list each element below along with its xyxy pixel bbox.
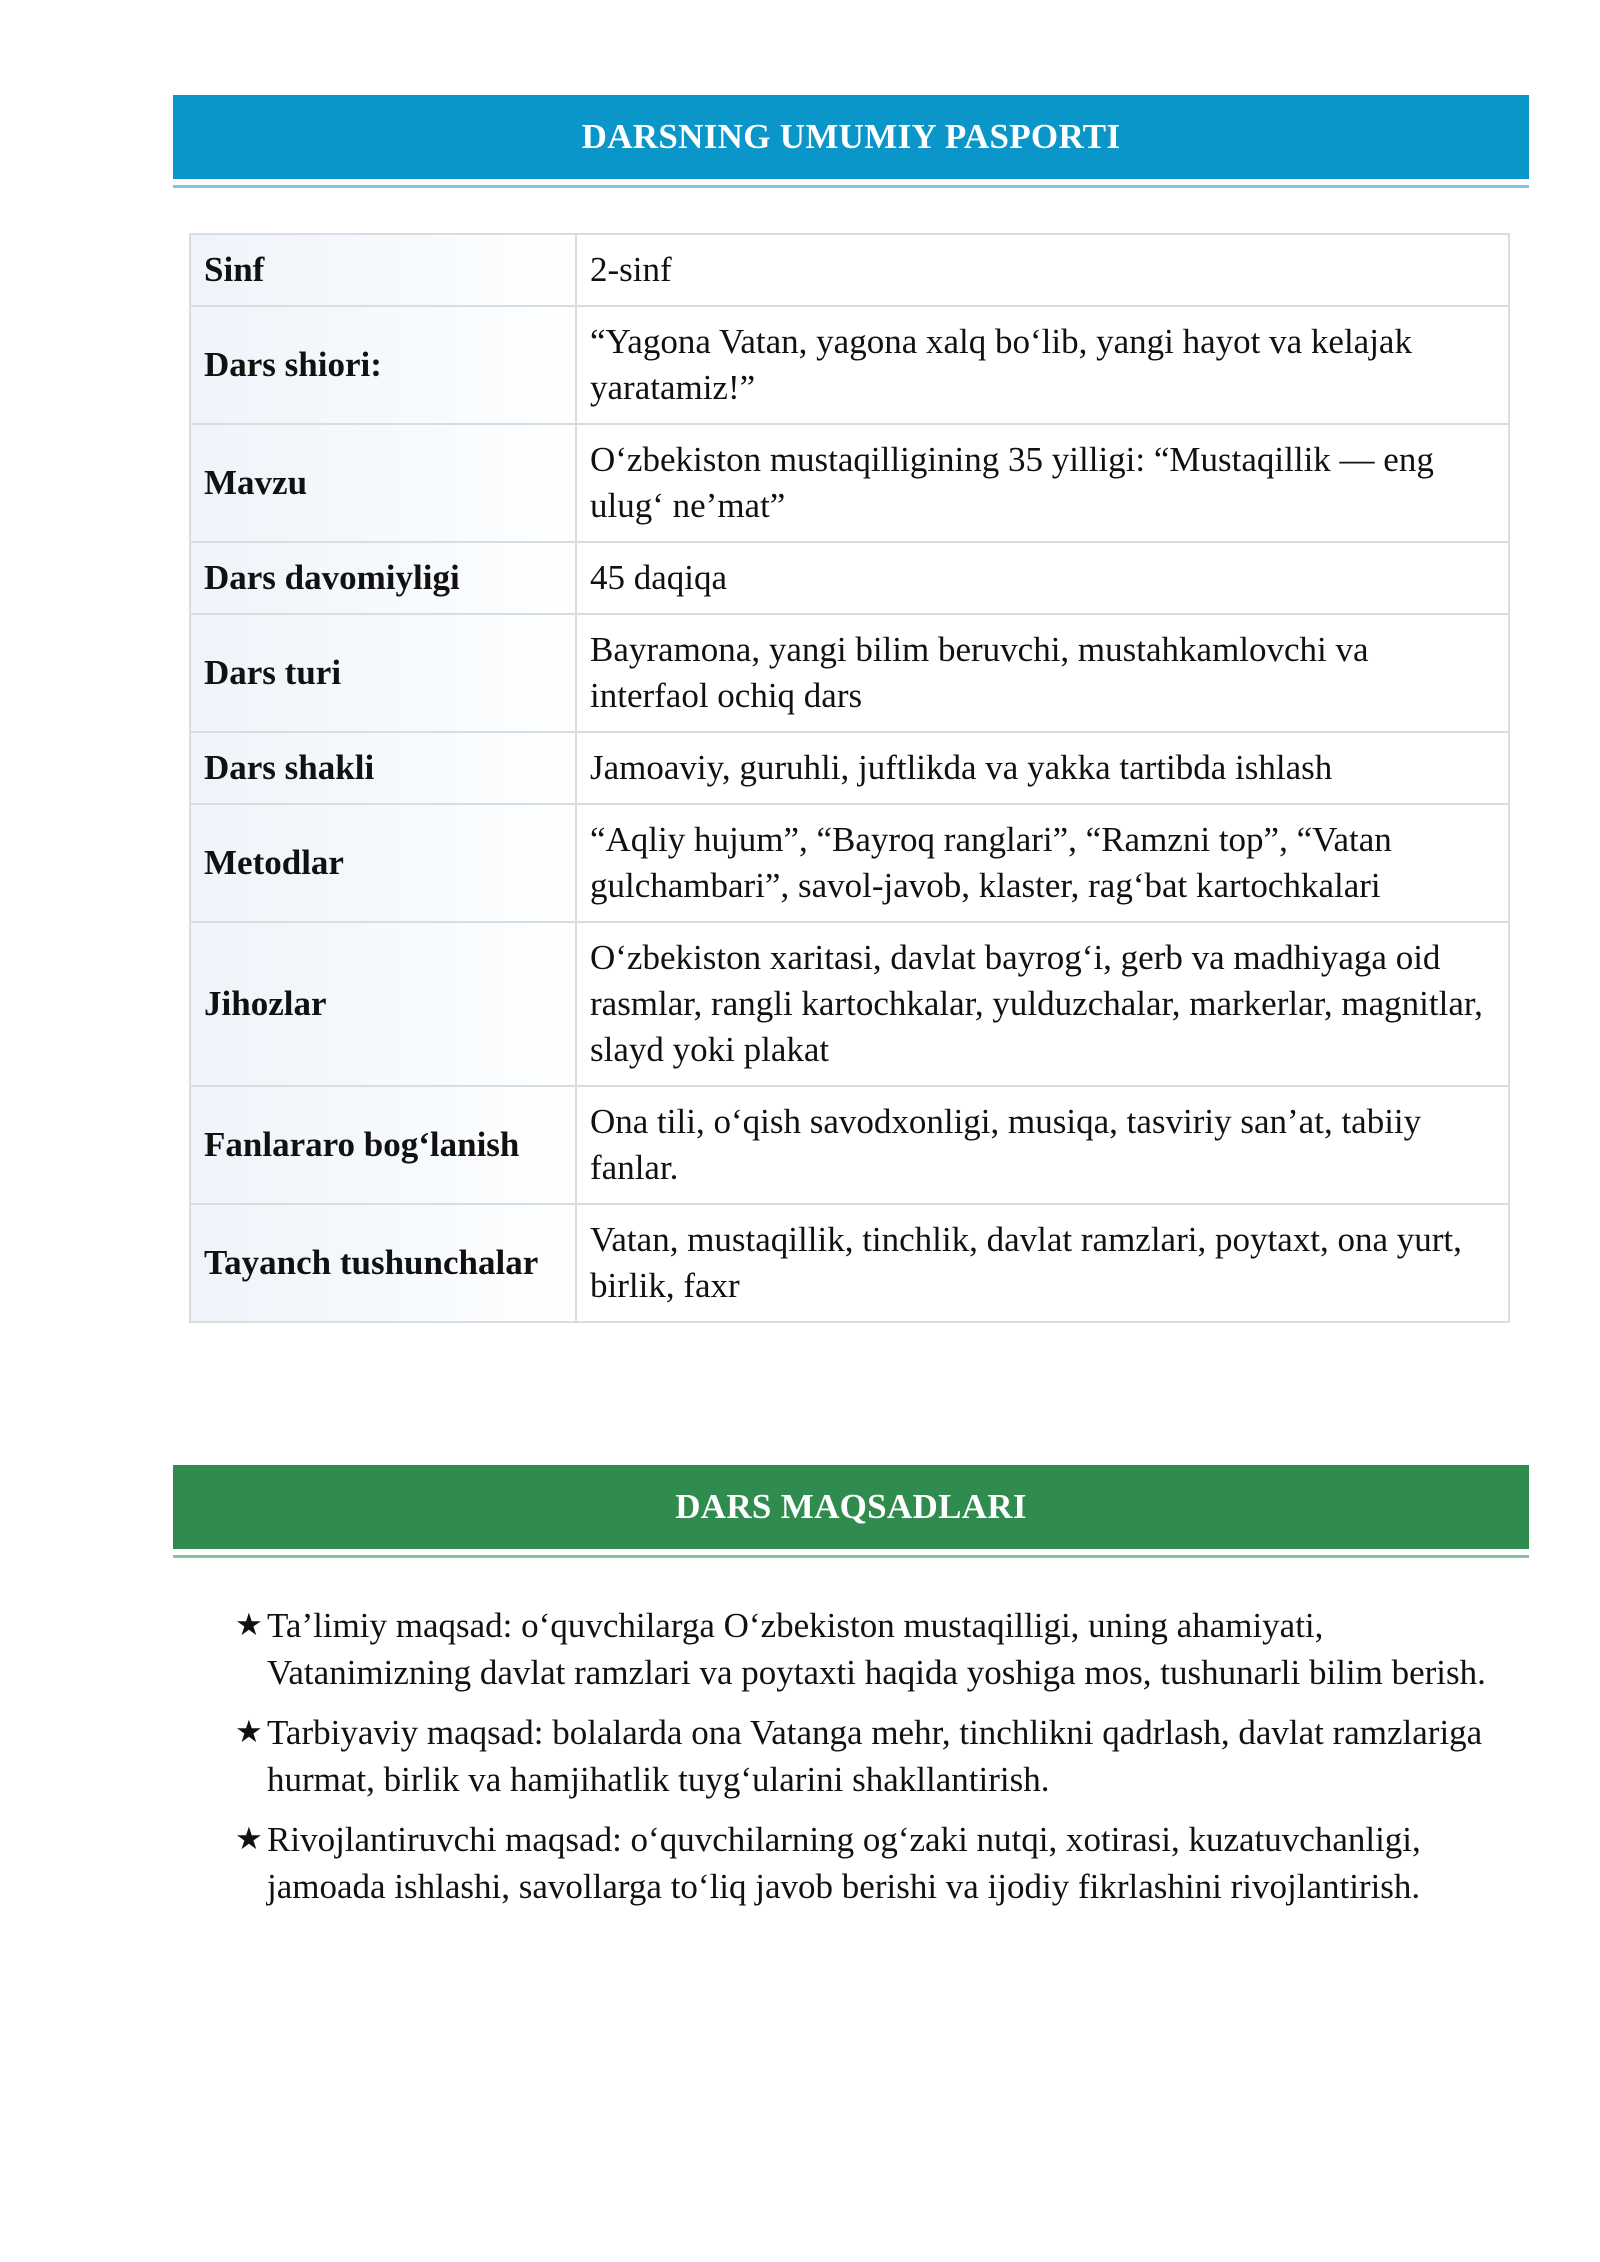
passport-section-title: DARSNING UMUMIY PASPORTI	[581, 117, 1121, 156]
lesson-goals-list	[235, 1602, 1498, 1923]
goal-text: Ta’limiy maqsad: o‘quvchilarga O‘zbekiston mustaqilligi, uning ahamiyati, Vatanimizning davlat ramzlari va poytaxti haqida yoshiga mos, tushunarli bilim berish.	[267, 1606, 1486, 1692]
row-label: Jihozlar	[190, 922, 576, 1086]
row-value: “Aqliy hujum”, “Bayroq ranglari”, “Ramzni top”, “Vatan gulchambari”, savol-javob, klaster, rag‘bat kartochkalari	[576, 804, 1509, 922]
row-label: Dars turi	[190, 614, 576, 732]
passport-section-header	[173, 95, 1529, 179]
row-label: Tayanch tushunchalar	[190, 1204, 576, 1322]
row-label: Fanlararo bog‘lanish	[190, 1086, 576, 1204]
list-item	[235, 1816, 1498, 1910]
goals-section-header	[173, 1465, 1529, 1549]
row-value: O‘zbekiston xaritasi, davlat bayrog‘i, gerb va madhiyaga oid rasmlar, rangli kartochkalar, yulduzchalar, markerlar, magnitlar, slayd yoki plakat	[576, 922, 1509, 1086]
table-row	[190, 424, 1509, 542]
row-value: O‘zbekiston mustaqilligining 35 yilligi: “Mustaqillik — eng ulug‘ ne’mat”	[576, 424, 1509, 542]
table-row	[190, 306, 1509, 424]
row-label: Metodlar	[190, 804, 576, 922]
row-value: Jamoaviy, guruhli, juftlikda va yakka tartibda ishlash	[576, 732, 1509, 804]
row-value: 45 daqiqa	[576, 542, 1509, 614]
table-row	[190, 922, 1509, 1086]
row-value: Bayramona, yangi bilim beruvchi, mustahkamlovchi va interfaol ochiq dars	[576, 614, 1509, 732]
row-value: Ona tili, o‘qish savodxonligi, musiqa, tasviriy san’at, tabiiy fanlar.	[576, 1086, 1509, 1204]
list-item	[235, 1709, 1498, 1803]
table-row	[190, 732, 1509, 804]
row-label: Dars shakli	[190, 732, 576, 804]
row-label: Mavzu	[190, 424, 576, 542]
row-value: 2-sinf	[576, 234, 1509, 306]
goal-text: Tarbiyaviy maqsad: bolalarda ona Vatanga mehr, tinchlikni qadrlash, davlat ramzlariga hurmat, birlik va hamjihatlik tuyg‘ularini shakllantirish.	[267, 1713, 1483, 1799]
row-label: Dars shiori:	[190, 306, 576, 424]
row-value: Vatan, mustaqillik, tinchlik, davlat ramzlari, poytaxt, ona yurt, birlik, faxr	[576, 1204, 1509, 1322]
table-row	[190, 542, 1509, 614]
table-row	[190, 234, 1509, 306]
row-label: Sinf	[190, 234, 576, 306]
star-icon: ★	[235, 1607, 263, 1643]
table-row	[190, 804, 1509, 922]
list-item	[235, 1602, 1498, 1696]
goals-section-title: DARS MAQSADLARI	[675, 1487, 1027, 1526]
table-row	[190, 1204, 1509, 1322]
lesson-passport-table	[189, 233, 1510, 1323]
star-icon: ★	[235, 1714, 263, 1750]
goal-text: Rivojlantiruvchi maqsad: o‘quvchilarning og‘zaki nutqi, xotirasi, kuzatuvchanligi, jamoada ishlashi, savollarga to‘liq javob berishi va ijodiy fikrlashini rivojlantirish.	[267, 1820, 1421, 1906]
table-row	[190, 1086, 1509, 1204]
row-label: Dars davomiyligi	[190, 542, 576, 614]
row-value: “Yagona Vatan, yagona xalq bo‘lib, yangi hayot va kelajak yaratamiz!”	[576, 306, 1509, 424]
table-row	[190, 614, 1509, 732]
star-icon: ★	[235, 1821, 263, 1857]
